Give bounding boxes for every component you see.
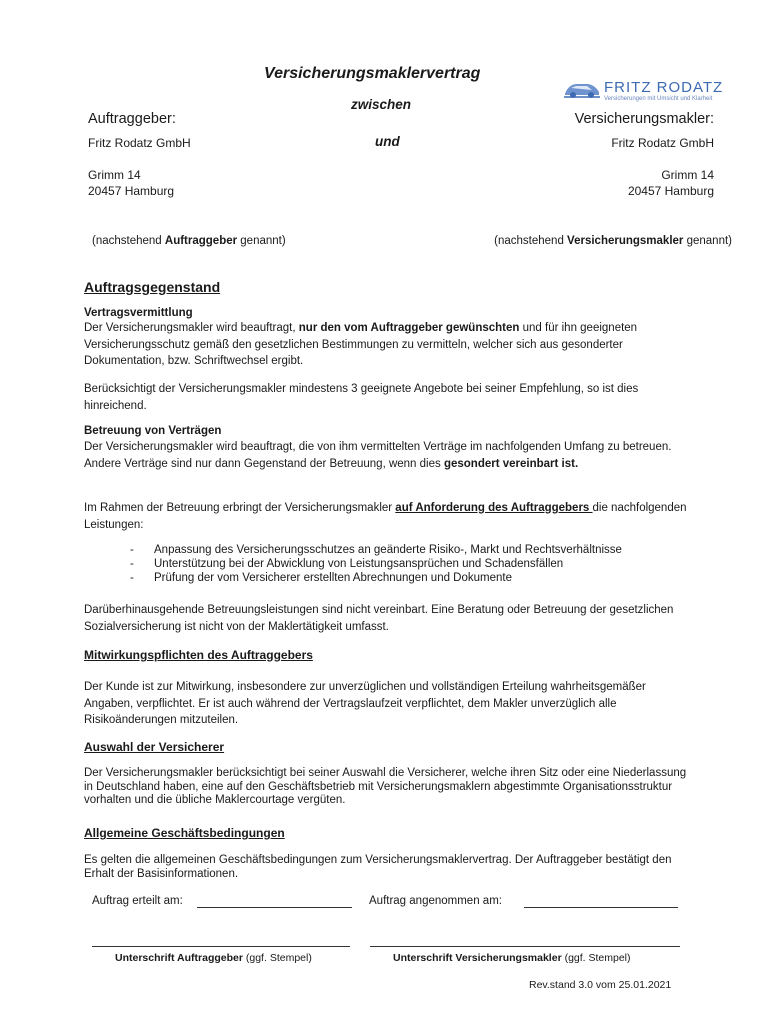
broker-city: 20457 Hamburg [627,184,714,198]
client-signature-field[interactable] [92,946,350,947]
car-logo-icon [562,76,602,102]
subheading-betreuung: Betreuung von Verträgen [84,425,222,437]
section-heading-auswahl: Auswahl der Versicherer [84,740,225,754]
list-item: - Prüfung der vom Versicherer erstellten Abrechnungen und Dokumente [130,572,512,584]
paragraph-betreuung: Der Versicherungsmakler wird beauftragt, die von ihm vermittelten Verträge im nachfolgenden Umfang zu betreuen. Andere Verträge sind nur dann Gegenstand der Betreuung, wenn dies gesondert vereinbart ist. [84,441,672,470]
logo-name: FRITZ RODATZ [604,79,724,96]
client-note: (nachstehend Auftraggeber genannt) [92,235,286,247]
client-label: Auftraggeber: [88,111,176,127]
client-city: 20457 Hamburg [88,184,175,198]
broker-company: Fritz Rodatz GmbH [611,136,714,150]
subheading-vertragsvermittlung: Vertragsvermittlung [84,307,193,319]
broker-street: Grimm 14 [661,168,714,182]
document-title: Versicherungsmaklervertrag [264,65,481,82]
section-heading-agb: Allgemeine Geschäftsbedingungen [84,826,285,840]
section-heading-auftragsgegenstand: Auftragsgegenstand [84,279,221,295]
issued-date-label: Auftrag erteilt am: [92,895,183,907]
broker-signature-field[interactable] [370,946,680,947]
paragraph-vermittlung: Der Versicherungsmakler wird beauftragt, nur den vom Auftraggeber gewünschten und für ihn geeigneten Versicherungsschutz gemäß den gesetzlichen Bestimmungen zu vermitteln, welcher sich aus gesonderter Dokumentation, bzw. Schriftwechsel ergibt. [84,322,638,367]
paragraph-darueberhinaus: Darüberhinausgehende Betreuungsleistungen sind nicht vereinbart. Eine Beratung oder Betreuung der gesetzlichen Sozialversicherung ist nicht von der Maklertätigkeit umfasst. [84,604,674,633]
paragraph-auswahl: Der Versicherungsmakler berücksichtigt bei seiner Auswahl die Versicherer, welche ihren Sitz oder eine Niederlassung in Deutschland haben, eine auf den Geschäftsbetrieb mit Versicherungsmaklern abgestimmte Organisationsstruktur vorhalten und die übliche Maklercourtage vergüten. [84,767,687,806]
logo-tagline: Versicherungen mit Umsicht und Klarheit [604,96,713,102]
client-company: Fritz Rodatz GmbH [88,136,191,150]
client-street: Grimm 14 [88,168,141,182]
broker-signature-caption: Unterschrift Versicherungsmakler (ggf. Stempel) [393,952,631,964]
broker-label: Versicherungsmakler: [574,111,714,127]
revision-footer: Rev.stand 3.0 vom 25.01.2021 [529,979,672,991]
accepted-date-field[interactable] [524,907,678,908]
broker-note: (nachstehend Versicherungsmakler genannt) [494,235,732,247]
list-item: - Anpassung des Versicherungsschutzes an geänderte Risiko-, Markt und Rechtsverhältnisse [130,544,622,556]
paragraph-angebote: Berücksichtigt der Versicherungsmakler mindestens 3 geeignete Angebote bei seiner Empfehlung, so ist dies hinreichend. [84,383,639,412]
issued-date-field[interactable] [197,907,352,908]
accepted-date-label: Auftrag angenommen am: [369,895,502,907]
client-signature-caption: Unterschrift Auftraggeber (ggf. Stempel) [115,952,312,964]
paragraph-agb: Es gelten die allgemeinen Geschäftsbedingungen zum Versicherungsmaklervertrag. Der Auftraggeber bestätigt den Erhalt der Basisinformationen. [84,854,672,880]
section-heading-mitwirkung: Mitwirkungspflichten des Auftraggebers [84,648,313,662]
list-item: - Unterstützung bei der Abwicklung von Leistungsansprüchen und Schadensfällen [130,558,564,570]
und-label: und [375,134,400,149]
paragraph-leistungen-intro: Im Rahmen der Betreuung erbringt der Versicherungsmakler auf Anforderung des Auftraggebers die nachfolgenden Leistungen: [84,502,687,531]
zwischen-label: zwischen [351,97,412,112]
paragraph-mitwirkung: Der Kunde ist zur Mitwirkung, insbesondere zur unverzüglichen und vollständigen Erteilung wahrheitsgemäßer Angaben, verpflichtet. Er ist auch während der Vertragslaufzeit verpflichtet, dem Makler unverzüglich alle Risikoänderungen mitzuteilen. [84,681,646,726]
company-logo [562,76,722,106]
